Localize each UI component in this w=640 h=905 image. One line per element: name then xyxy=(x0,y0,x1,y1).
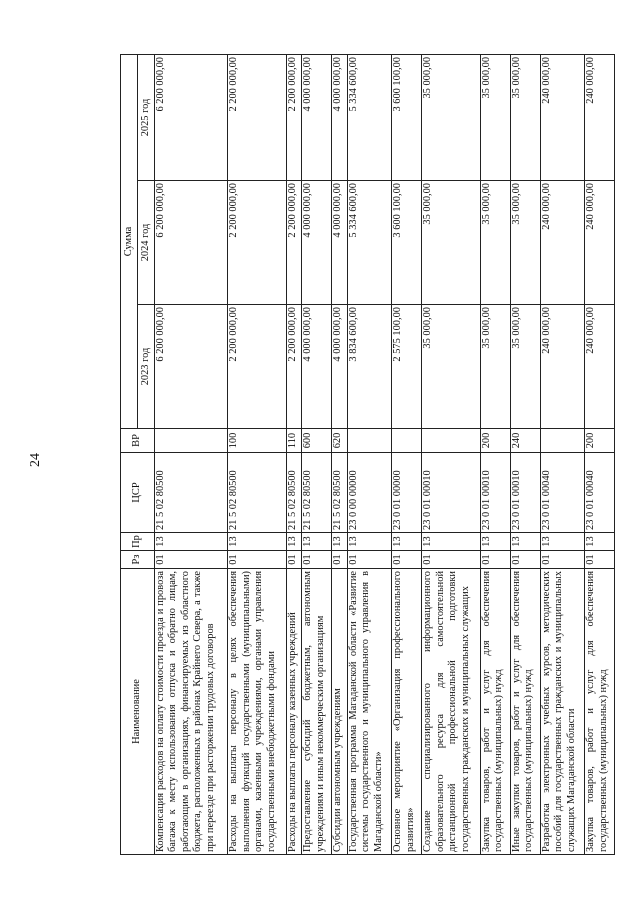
header-2024: 2024 год xyxy=(138,181,155,305)
table-row xyxy=(347,54,391,854)
table-row xyxy=(510,54,540,854)
rotated-table-wrapper xyxy=(120,55,615,855)
row-pr: 13 xyxy=(155,533,228,551)
table-row xyxy=(302,54,332,854)
table-row xyxy=(155,54,228,854)
row-2023: 3 834 600,00 xyxy=(347,305,391,429)
row-csr: 21 5 02 80500 xyxy=(286,453,302,533)
row-2024: 35 000,00 xyxy=(480,181,510,305)
row-pr: 13 xyxy=(540,533,584,551)
table-row xyxy=(228,54,287,854)
row-2023: 240 000,00 xyxy=(540,305,584,429)
row-csr: 23 0 01 00000 xyxy=(392,453,422,533)
row-pr: 13 xyxy=(392,533,422,551)
row-2025: 35 000,00 xyxy=(480,54,510,180)
row-2024: 4 000 000,00 xyxy=(302,181,332,305)
row-2025: 3 600 100,00 xyxy=(392,54,422,180)
header-pr: Пр xyxy=(121,533,155,551)
row-2023: 35 000,00 xyxy=(422,305,481,429)
row-pr: 13 xyxy=(332,533,348,551)
row-rz: 01 xyxy=(422,551,481,569)
row-csr: 21 5 02 80500 xyxy=(302,453,332,533)
row-csr: 23 0 01 00040 xyxy=(540,453,584,533)
row-vr xyxy=(540,429,584,453)
row-name: Создание специализированного информационного образовательного ресурса для самостоятельной дистанционной профессиональной подготовки государственных гражданских и муниципальных служащих xyxy=(422,569,481,855)
row-2024: 6 200 000,00 xyxy=(155,181,228,305)
table-row xyxy=(392,54,422,854)
row-2024: 4 000 000,00 xyxy=(332,181,348,305)
header-csr: ЦСР xyxy=(121,453,155,533)
row-csr: 23 0 01 00010 xyxy=(422,453,481,533)
row-vr: 600 xyxy=(302,429,332,453)
header-2025: 2025 год xyxy=(138,54,155,180)
row-csr: 23 0 01 00040 xyxy=(585,453,615,533)
row-2023: 240 000,00 xyxy=(585,305,615,429)
row-2025: 6 200 000,00 xyxy=(155,54,228,180)
row-name: Компенсация расходов на оплату стоимости проезда и провоза багажа к месту использования отпуска и обратно лицам, работающим в организациях, финансируемых из областного бюджета, расположенных в районах Крайнего Севера, а также при переезде при расторжении трудовых договоров xyxy=(155,569,228,855)
header-vr: ВР xyxy=(121,429,155,453)
row-vr: 200 xyxy=(480,429,510,453)
row-2023: 2 200 000,00 xyxy=(286,305,302,429)
row-vr: 110 xyxy=(286,429,302,453)
row-2023: 4 000 000,00 xyxy=(302,305,332,429)
header-2023: 2023 год xyxy=(138,305,155,429)
row-2024: 2 200 000,00 xyxy=(286,181,302,305)
row-pr: 13 xyxy=(585,533,615,551)
row-2023: 2 200 000,00 xyxy=(228,305,287,429)
table-row xyxy=(540,54,584,854)
row-name: Предоставление субсидий бюджетным, автономным учреждениям и иным некоммерческим организациям xyxy=(302,569,332,855)
row-2025: 5 334 600,00 xyxy=(347,54,391,180)
table-row xyxy=(480,54,510,854)
row-name: Расходы на выплаты персоналу казенных учреждений xyxy=(286,569,302,855)
row-2025: 240 000,00 xyxy=(585,54,615,180)
row-pr: 13 xyxy=(286,533,302,551)
row-csr: 21 5 02 80500 xyxy=(332,453,348,533)
table-row xyxy=(422,54,481,854)
row-rz: 01 xyxy=(332,551,348,569)
row-2025: 35 000,00 xyxy=(422,54,481,180)
row-csr: 23 0 01 00010 xyxy=(480,453,510,533)
row-name: Государственная программа Магаданской области «Развитие системы государственного и муниципального управления в Магаданской области» xyxy=(347,569,391,855)
row-2024: 240 000,00 xyxy=(540,181,584,305)
row-rz: 01 xyxy=(228,551,287,569)
row-2025: 2 200 000,00 xyxy=(286,54,302,180)
row-2023: 35 000,00 xyxy=(480,305,510,429)
row-rz: 01 xyxy=(347,551,391,569)
row-vr xyxy=(392,429,422,453)
row-rz: 01 xyxy=(585,551,615,569)
row-vr: 240 xyxy=(510,429,540,453)
row-vr: 100 xyxy=(228,429,287,453)
table-row xyxy=(332,54,348,854)
row-name: Субсидии автономным учреждениям xyxy=(332,569,348,855)
row-2023: 35 000,00 xyxy=(510,305,540,429)
row-name: Основное мероприятие «Организация профессионального развития» xyxy=(392,569,422,855)
row-pr: 13 xyxy=(510,533,540,551)
header-sum: Сумма xyxy=(121,54,138,428)
row-2024: 2 200 000,00 xyxy=(228,181,287,305)
row-2025: 4 000 000,00 xyxy=(332,54,348,180)
row-vr xyxy=(422,429,481,453)
row-name: Разработка электронных учебных курсов, методических пособий для государственных гражданских и муниципальных служащих Магаданской области xyxy=(540,569,584,855)
row-pr: 13 xyxy=(347,533,391,551)
row-2023: 6 200 000,00 xyxy=(155,305,228,429)
row-rz: 01 xyxy=(155,551,228,569)
row-2025: 35 000,00 xyxy=(510,54,540,180)
row-2025: 240 000,00 xyxy=(540,54,584,180)
row-2024: 5 334 600,00 xyxy=(347,181,391,305)
table-row xyxy=(286,54,302,854)
row-vr xyxy=(155,429,228,453)
row-pr: 13 xyxy=(480,533,510,551)
row-csr: 23 0 01 00010 xyxy=(510,453,540,533)
table-row xyxy=(585,54,615,854)
row-2025: 2 200 000,00 xyxy=(228,54,287,180)
row-rz: 01 xyxy=(286,551,302,569)
page-number: 24 xyxy=(28,453,43,467)
row-name: Закупка товаров, работ и услуг для обеспечения государственных (муниципальных) нужд xyxy=(585,569,615,855)
row-name: Расходы на выплаты персоналу в целях обеспечения выполнения функций государственными (муниципальными) органами, казенными учреждениями, органами управления государственными внебюджетными фондами xyxy=(228,569,287,855)
row-2024: 35 000,00 xyxy=(510,181,540,305)
row-csr: 23 0 00 00000 xyxy=(347,453,391,533)
row-name: Иные закупки товаров, работ и услуг для обеспечения государственных (муниципальных) нужд xyxy=(510,569,540,855)
row-2025: 4 000 000,00 xyxy=(302,54,332,180)
row-rz: 01 xyxy=(480,551,510,569)
row-rz: 01 xyxy=(510,551,540,569)
row-vr xyxy=(347,429,391,453)
row-name: Закупка товаров, работ и услуг для обеспечения государственных (муниципальных) нужд xyxy=(480,569,510,855)
row-2023: 4 000 000,00 xyxy=(332,305,348,429)
row-2023: 2 575 100,00 xyxy=(392,305,422,429)
row-rz: 01 xyxy=(540,551,584,569)
row-rz: 01 xyxy=(392,551,422,569)
row-pr: 13 xyxy=(228,533,287,551)
budget-table xyxy=(120,54,615,855)
row-vr: 620 xyxy=(332,429,348,453)
row-csr: 21 5 02 80500 xyxy=(228,453,287,533)
row-csr: 21 5 02 80500 xyxy=(155,453,228,533)
row-vr: 200 xyxy=(585,429,615,453)
row-pr: 13 xyxy=(422,533,481,551)
header-rz: Рз xyxy=(121,551,155,569)
row-pr: 13 xyxy=(302,533,332,551)
row-rz: 01 xyxy=(302,551,332,569)
row-2024: 240 000,00 xyxy=(585,181,615,305)
row-2024: 3 600 100,00 xyxy=(392,181,422,305)
header-name: Наименование xyxy=(121,569,155,855)
row-2024: 35 000,00 xyxy=(422,181,481,305)
